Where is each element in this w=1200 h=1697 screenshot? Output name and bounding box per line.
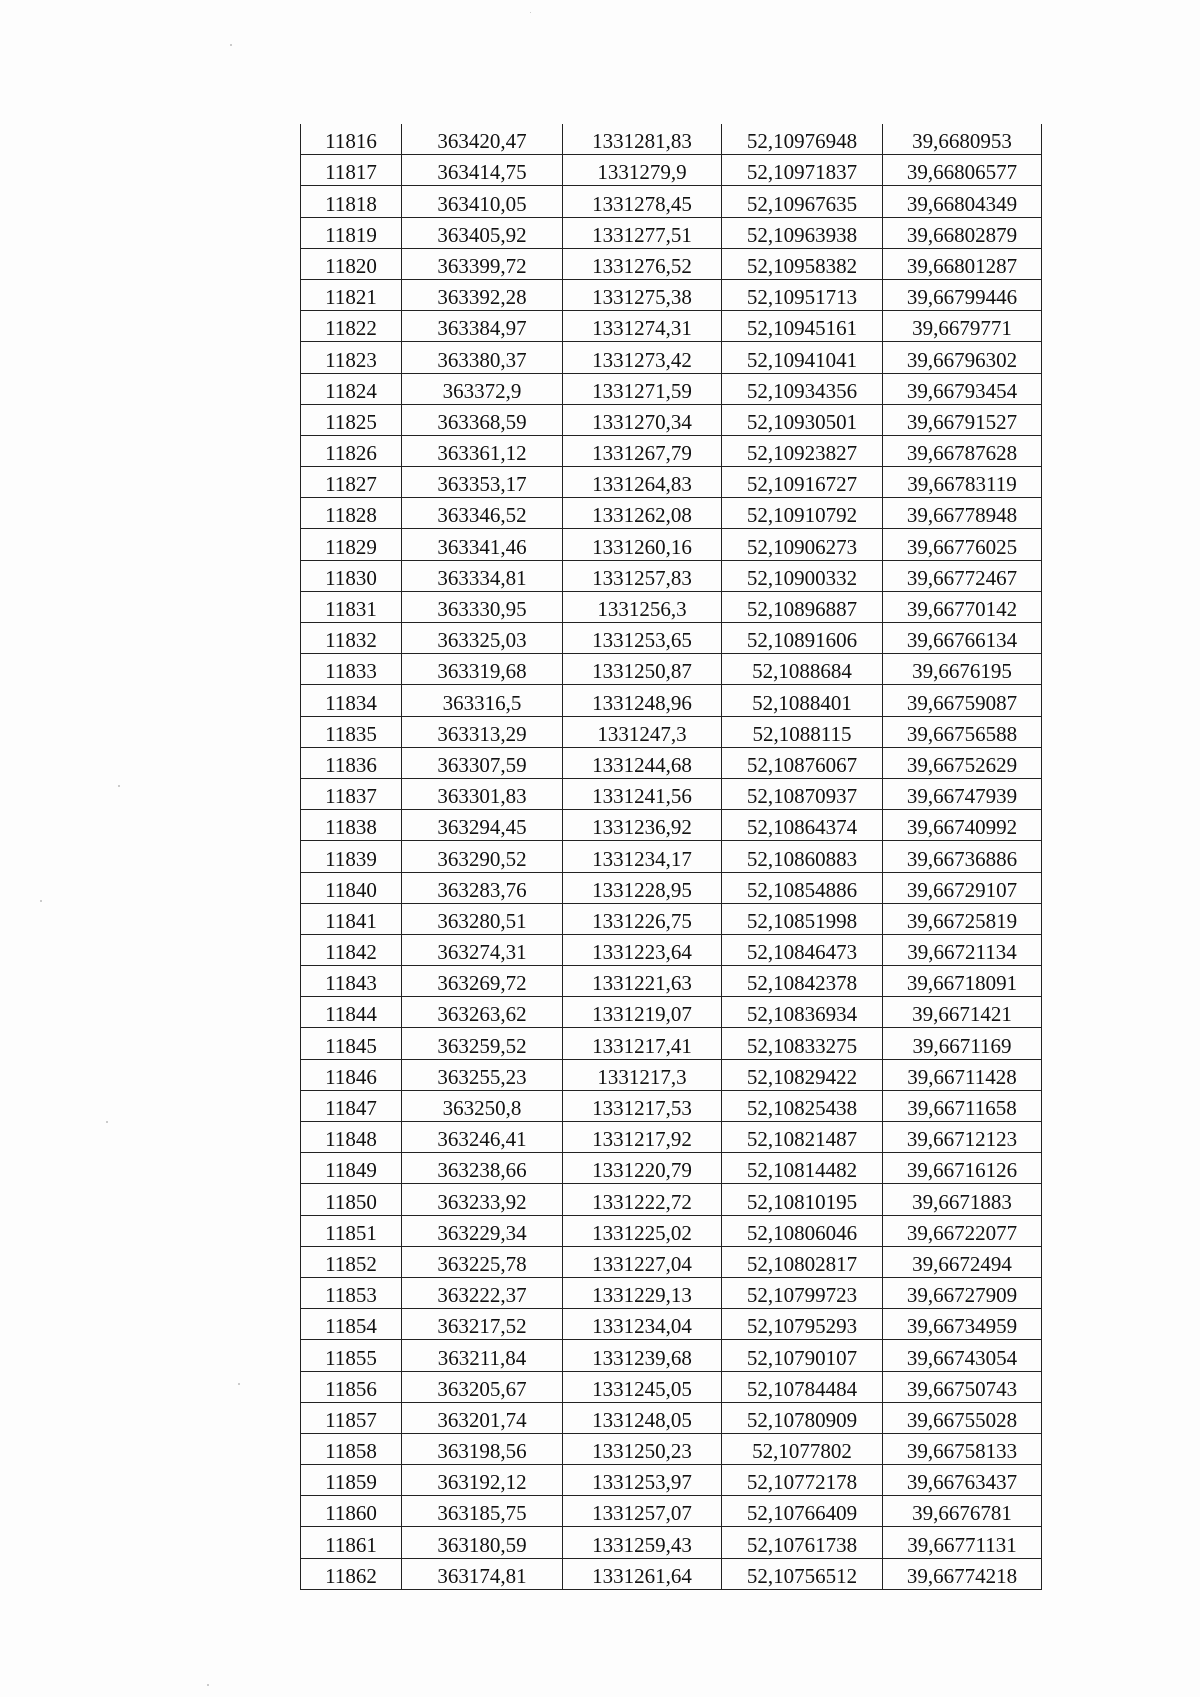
latitude-cell: 52,10836934 xyxy=(722,997,883,1028)
latitude-cell: 52,10756512 xyxy=(722,1558,883,1589)
y-coordinate-cell: 1331253,65 xyxy=(563,623,722,654)
latitude-cell: 52,10761738 xyxy=(722,1527,883,1558)
point-number-cell: 11831 xyxy=(301,591,402,622)
point-number-cell: 11857 xyxy=(301,1402,402,1433)
longitude-cell: 39,6671883 xyxy=(883,1184,1042,1215)
point-number-cell: 11854 xyxy=(301,1309,402,1340)
y-coordinate-cell: 1331223,64 xyxy=(563,934,722,965)
x-coordinate-cell: 363399,72 xyxy=(402,248,563,279)
point-number-cell: 11850 xyxy=(301,1184,402,1215)
longitude-cell: 39,66747939 xyxy=(883,778,1042,809)
y-coordinate-cell: 1331228,95 xyxy=(563,872,722,903)
latitude-cell: 52,10971837 xyxy=(722,155,883,186)
x-coordinate-cell: 363198,56 xyxy=(402,1433,563,1464)
latitude-cell: 52,10870937 xyxy=(722,778,883,809)
x-coordinate-cell: 363420,47 xyxy=(402,124,563,155)
point-number-cell: 11855 xyxy=(301,1340,402,1371)
point-number-cell: 11843 xyxy=(301,966,402,997)
table-row xyxy=(301,997,1042,1028)
y-coordinate-cell: 1331245,05 xyxy=(563,1371,722,1402)
longitude-cell: 39,66791527 xyxy=(883,404,1042,435)
latitude-cell: 52,10784484 xyxy=(722,1371,883,1402)
point-number-cell: 11837 xyxy=(301,778,402,809)
point-number-cell: 11836 xyxy=(301,747,402,778)
x-coordinate-cell: 363319,68 xyxy=(402,654,563,685)
longitude-cell: 39,66799446 xyxy=(883,279,1042,310)
point-number-cell: 11817 xyxy=(301,155,402,186)
latitude-cell: 52,10766409 xyxy=(722,1496,883,1527)
point-number-cell: 11858 xyxy=(301,1433,402,1464)
y-coordinate-cell: 1331244,68 xyxy=(563,747,722,778)
y-coordinate-cell: 1331226,75 xyxy=(563,903,722,934)
x-coordinate-cell: 363246,41 xyxy=(402,1122,563,1153)
point-number-cell: 11861 xyxy=(301,1527,402,1558)
x-coordinate-cell: 363316,5 xyxy=(402,685,563,716)
y-coordinate-cell: 1331248,05 xyxy=(563,1402,722,1433)
latitude-cell: 52,10958382 xyxy=(722,248,883,279)
table-row xyxy=(301,778,1042,809)
latitude-cell: 52,10930501 xyxy=(722,404,883,435)
longitude-cell: 39,66712123 xyxy=(883,1122,1042,1153)
longitude-cell: 39,66776025 xyxy=(883,529,1042,560)
latitude-cell: 52,10896887 xyxy=(722,591,883,622)
latitude-cell: 52,10829422 xyxy=(722,1059,883,1090)
longitude-cell: 39,66783119 xyxy=(883,467,1042,498)
table-row xyxy=(301,560,1042,591)
x-coordinate-cell: 363334,81 xyxy=(402,560,563,591)
latitude-cell: 52,10846473 xyxy=(722,934,883,965)
x-coordinate-cell: 363380,37 xyxy=(402,342,563,373)
longitude-cell: 39,66770142 xyxy=(883,591,1042,622)
scan-speck xyxy=(207,1684,209,1686)
point-number-cell: 11839 xyxy=(301,841,402,872)
y-coordinate-cell: 1331250,87 xyxy=(563,654,722,685)
longitude-cell: 39,66750743 xyxy=(883,1371,1042,1402)
x-coordinate-cell: 363263,62 xyxy=(402,997,563,1028)
latitude-cell: 52,10825438 xyxy=(722,1090,883,1121)
latitude-cell: 52,10821487 xyxy=(722,1122,883,1153)
x-coordinate-cell: 363274,31 xyxy=(402,934,563,965)
latitude-cell: 52,10900332 xyxy=(722,560,883,591)
longitude-cell: 39,66734959 xyxy=(883,1309,1042,1340)
x-coordinate-cell: 363174,81 xyxy=(402,1558,563,1589)
x-coordinate-cell: 363368,59 xyxy=(402,404,563,435)
x-coordinate-cell: 363307,59 xyxy=(402,747,563,778)
x-coordinate-cell: 363269,72 xyxy=(402,966,563,997)
point-number-cell: 11853 xyxy=(301,1277,402,1308)
x-coordinate-cell: 363410,05 xyxy=(402,186,563,217)
table-row xyxy=(301,810,1042,841)
table-row xyxy=(301,934,1042,965)
y-coordinate-cell: 1331257,07 xyxy=(563,1496,722,1527)
x-coordinate-cell: 363222,37 xyxy=(402,1277,563,1308)
table-row xyxy=(301,1153,1042,1184)
table-row xyxy=(301,435,1042,466)
table-row xyxy=(301,1527,1042,1558)
y-coordinate-cell: 1331227,04 xyxy=(563,1246,722,1277)
y-coordinate-cell: 1331271,59 xyxy=(563,373,722,404)
y-coordinate-cell: 1331262,08 xyxy=(563,498,722,529)
table-row xyxy=(301,248,1042,279)
point-number-cell: 11848 xyxy=(301,1122,402,1153)
longitude-cell: 39,66718091 xyxy=(883,966,1042,997)
y-coordinate-cell: 1331257,83 xyxy=(563,560,722,591)
point-number-cell: 11833 xyxy=(301,654,402,685)
table-row xyxy=(301,1371,1042,1402)
point-number-cell: 11828 xyxy=(301,498,402,529)
table-row xyxy=(301,1340,1042,1371)
x-coordinate-cell: 363330,95 xyxy=(402,591,563,622)
longitude-cell: 39,66711428 xyxy=(883,1059,1042,1090)
point-number-cell: 11849 xyxy=(301,1153,402,1184)
point-number-cell: 11826 xyxy=(301,435,402,466)
longitude-cell: 39,66743054 xyxy=(883,1340,1042,1371)
x-coordinate-cell: 363346,52 xyxy=(402,498,563,529)
point-number-cell: 11827 xyxy=(301,467,402,498)
y-coordinate-cell: 1331221,63 xyxy=(563,966,722,997)
table-row xyxy=(301,342,1042,373)
x-coordinate-cell: 363353,17 xyxy=(402,467,563,498)
longitude-cell: 39,66763437 xyxy=(883,1465,1042,1496)
y-coordinate-cell: 1331273,42 xyxy=(563,342,722,373)
table-row xyxy=(301,404,1042,435)
latitude-cell: 52,10810195 xyxy=(722,1184,883,1215)
point-number-cell: 11845 xyxy=(301,1028,402,1059)
latitude-cell: 52,10842378 xyxy=(722,966,883,997)
longitude-cell: 39,66740992 xyxy=(883,810,1042,841)
longitude-cell: 39,6676781 xyxy=(883,1496,1042,1527)
y-coordinate-cell: 1331270,34 xyxy=(563,404,722,435)
table-row xyxy=(301,1215,1042,1246)
longitude-cell: 39,66721134 xyxy=(883,934,1042,965)
x-coordinate-cell: 363361,12 xyxy=(402,435,563,466)
y-coordinate-cell: 1331267,79 xyxy=(563,435,722,466)
point-number-cell: 11821 xyxy=(301,279,402,310)
point-number-cell: 11830 xyxy=(301,560,402,591)
table-row xyxy=(301,1402,1042,1433)
table-row xyxy=(301,841,1042,872)
longitude-cell: 39,66796302 xyxy=(883,342,1042,373)
x-coordinate-cell: 363290,52 xyxy=(402,841,563,872)
table-row xyxy=(301,1028,1042,1059)
latitude-cell: 52,10860883 xyxy=(722,841,883,872)
longitude-cell: 39,66758133 xyxy=(883,1433,1042,1464)
longitude-cell: 39,66774218 xyxy=(883,1558,1042,1589)
x-coordinate-cell: 363280,51 xyxy=(402,903,563,934)
latitude-cell: 52,10814482 xyxy=(722,1153,883,1184)
x-coordinate-cell: 363211,84 xyxy=(402,1340,563,1371)
point-number-cell: 11859 xyxy=(301,1465,402,1496)
latitude-cell: 52,10967635 xyxy=(722,186,883,217)
longitude-cell: 39,66766134 xyxy=(883,623,1042,654)
latitude-cell: 52,1077802 xyxy=(722,1433,883,1464)
table-row xyxy=(301,1246,1042,1277)
y-coordinate-cell: 1331234,17 xyxy=(563,841,722,872)
scan-speck xyxy=(530,12,531,13)
longitude-cell: 39,66711658 xyxy=(883,1090,1042,1121)
coordinates-table-body xyxy=(301,124,1042,1589)
longitude-cell: 39,66729107 xyxy=(883,872,1042,903)
point-number-cell: 11842 xyxy=(301,934,402,965)
longitude-cell: 39,66736886 xyxy=(883,841,1042,872)
table-row xyxy=(301,467,1042,498)
table-row xyxy=(301,155,1042,186)
y-coordinate-cell: 1331256,3 xyxy=(563,591,722,622)
y-coordinate-cell: 1331248,96 xyxy=(563,685,722,716)
latitude-cell: 52,10963938 xyxy=(722,217,883,248)
x-coordinate-cell: 363283,76 xyxy=(402,872,563,903)
x-coordinate-cell: 363201,74 xyxy=(402,1402,563,1433)
longitude-cell: 39,66752629 xyxy=(883,747,1042,778)
y-coordinate-cell: 1331275,38 xyxy=(563,279,722,310)
table-row xyxy=(301,279,1042,310)
longitude-cell: 39,66804349 xyxy=(883,186,1042,217)
latitude-cell: 52,10951713 xyxy=(722,279,883,310)
x-coordinate-cell: 363372,9 xyxy=(402,373,563,404)
point-number-cell: 11860 xyxy=(301,1496,402,1527)
x-coordinate-cell: 363225,78 xyxy=(402,1246,563,1277)
x-coordinate-cell: 363313,29 xyxy=(402,716,563,747)
point-number-cell: 11832 xyxy=(301,623,402,654)
latitude-cell: 52,1088115 xyxy=(722,716,883,747)
point-number-cell: 11840 xyxy=(301,872,402,903)
y-coordinate-cell: 1331259,43 xyxy=(563,1527,722,1558)
x-coordinate-cell: 363217,52 xyxy=(402,1309,563,1340)
longitude-cell: 39,66793454 xyxy=(883,373,1042,404)
y-coordinate-cell: 1331276,52 xyxy=(563,248,722,279)
x-coordinate-cell: 363229,34 xyxy=(402,1215,563,1246)
point-number-cell: 11862 xyxy=(301,1558,402,1589)
x-coordinate-cell: 363301,83 xyxy=(402,778,563,809)
table-row xyxy=(301,1309,1042,1340)
table-row xyxy=(301,311,1042,342)
longitude-cell: 39,66756588 xyxy=(883,716,1042,747)
y-coordinate-cell: 1331279,9 xyxy=(563,155,722,186)
x-coordinate-cell: 363259,52 xyxy=(402,1028,563,1059)
x-coordinate-cell: 363205,67 xyxy=(402,1371,563,1402)
table-row xyxy=(301,1277,1042,1308)
point-number-cell: 11822 xyxy=(301,311,402,342)
y-coordinate-cell: 1331222,72 xyxy=(563,1184,722,1215)
longitude-cell: 39,66727909 xyxy=(883,1277,1042,1308)
point-number-cell: 11841 xyxy=(301,903,402,934)
y-coordinate-cell: 1331260,16 xyxy=(563,529,722,560)
y-coordinate-cell: 1331220,79 xyxy=(563,1153,722,1184)
y-coordinate-cell: 1331261,64 xyxy=(563,1558,722,1589)
table-row xyxy=(301,529,1042,560)
scan-speck xyxy=(118,785,120,787)
y-coordinate-cell: 1331253,97 xyxy=(563,1465,722,1496)
point-number-cell: 11835 xyxy=(301,716,402,747)
longitude-cell: 39,66772467 xyxy=(883,560,1042,591)
latitude-cell: 52,10851998 xyxy=(722,903,883,934)
latitude-cell: 52,10876067 xyxy=(722,747,883,778)
y-coordinate-cell: 1331277,51 xyxy=(563,217,722,248)
y-coordinate-cell: 1331247,3 xyxy=(563,716,722,747)
table-row xyxy=(301,716,1042,747)
latitude-cell: 52,10802817 xyxy=(722,1246,883,1277)
table-row xyxy=(301,747,1042,778)
x-coordinate-cell: 363294,45 xyxy=(402,810,563,841)
point-number-cell: 11818 xyxy=(301,186,402,217)
point-number-cell: 11823 xyxy=(301,342,402,373)
table-row xyxy=(301,1184,1042,1215)
latitude-cell: 52,10891606 xyxy=(722,623,883,654)
latitude-cell: 52,10806046 xyxy=(722,1215,883,1246)
latitude-cell: 52,10941041 xyxy=(722,342,883,373)
table-row xyxy=(301,373,1042,404)
table-row xyxy=(301,186,1042,217)
table-row xyxy=(301,1496,1042,1527)
table-row xyxy=(301,1059,1042,1090)
table-row xyxy=(301,623,1042,654)
longitude-cell: 39,66778948 xyxy=(883,498,1042,529)
x-coordinate-cell: 363414,75 xyxy=(402,155,563,186)
x-coordinate-cell: 363238,66 xyxy=(402,1153,563,1184)
table-row xyxy=(301,654,1042,685)
scan-speck xyxy=(238,1383,240,1385)
point-number-cell: 11838 xyxy=(301,810,402,841)
table-row xyxy=(301,966,1042,997)
table-row xyxy=(301,124,1042,155)
y-coordinate-cell: 1331278,45 xyxy=(563,186,722,217)
y-coordinate-cell: 1331217,53 xyxy=(563,1090,722,1121)
table-row xyxy=(301,1558,1042,1589)
y-coordinate-cell: 1331217,3 xyxy=(563,1059,722,1090)
y-coordinate-cell: 1331234,04 xyxy=(563,1309,722,1340)
y-coordinate-cell: 1331281,83 xyxy=(563,124,722,155)
point-number-cell: 11829 xyxy=(301,529,402,560)
y-coordinate-cell: 1331250,23 xyxy=(563,1433,722,1464)
longitude-cell: 39,6672494 xyxy=(883,1246,1042,1277)
x-coordinate-cell: 363192,12 xyxy=(402,1465,563,1496)
y-coordinate-cell: 1331264,83 xyxy=(563,467,722,498)
table-row xyxy=(301,685,1042,716)
point-number-cell: 11856 xyxy=(301,1371,402,1402)
table-row xyxy=(301,872,1042,903)
y-coordinate-cell: 1331229,13 xyxy=(563,1277,722,1308)
point-number-cell: 11816 xyxy=(301,124,402,155)
x-coordinate-cell: 363185,75 xyxy=(402,1496,563,1527)
latitude-cell: 52,10795293 xyxy=(722,1309,883,1340)
x-coordinate-cell: 363233,92 xyxy=(402,1184,563,1215)
table-row xyxy=(301,591,1042,622)
longitude-cell: 39,66725819 xyxy=(883,903,1042,934)
table-row xyxy=(301,903,1042,934)
latitude-cell: 52,10976948 xyxy=(722,124,883,155)
latitude-cell: 52,10864374 xyxy=(722,810,883,841)
latitude-cell: 52,10916727 xyxy=(722,467,883,498)
point-number-cell: 11846 xyxy=(301,1059,402,1090)
point-number-cell: 11852 xyxy=(301,1246,402,1277)
latitude-cell: 52,10934356 xyxy=(722,373,883,404)
x-coordinate-cell: 363250,8 xyxy=(402,1090,563,1121)
table-row xyxy=(301,1433,1042,1464)
point-number-cell: 11825 xyxy=(301,404,402,435)
x-coordinate-cell: 363405,92 xyxy=(402,217,563,248)
longitude-cell: 39,6680953 xyxy=(883,124,1042,155)
longitude-cell: 39,6679771 xyxy=(883,311,1042,342)
longitude-cell: 39,6676195 xyxy=(883,654,1042,685)
x-coordinate-cell: 363384,97 xyxy=(402,311,563,342)
scan-speck xyxy=(40,900,42,902)
y-coordinate-cell: 1331217,41 xyxy=(563,1028,722,1059)
latitude-cell: 52,10790107 xyxy=(722,1340,883,1371)
longitude-cell: 39,66787628 xyxy=(883,435,1042,466)
scan-speck xyxy=(230,44,232,46)
point-number-cell: 11844 xyxy=(301,997,402,1028)
longitude-cell: 39,66759087 xyxy=(883,685,1042,716)
longitude-cell: 39,66722077 xyxy=(883,1215,1042,1246)
point-number-cell: 11847 xyxy=(301,1090,402,1121)
latitude-cell: 52,10799723 xyxy=(722,1277,883,1308)
y-coordinate-cell: 1331274,31 xyxy=(563,311,722,342)
x-coordinate-cell: 363255,23 xyxy=(402,1059,563,1090)
x-coordinate-cell: 363341,46 xyxy=(402,529,563,560)
latitude-cell: 52,10923827 xyxy=(722,435,883,466)
y-coordinate-cell: 1331239,68 xyxy=(563,1340,722,1371)
x-coordinate-cell: 363392,28 xyxy=(402,279,563,310)
scan-speck xyxy=(106,1121,108,1123)
y-coordinate-cell: 1331236,92 xyxy=(563,810,722,841)
y-coordinate-cell: 1331219,07 xyxy=(563,997,722,1028)
table-row xyxy=(301,498,1042,529)
table-row xyxy=(301,1122,1042,1153)
longitude-cell: 39,66771131 xyxy=(883,1527,1042,1558)
latitude-cell: 52,10780909 xyxy=(722,1402,883,1433)
y-coordinate-cell: 1331217,92 xyxy=(563,1122,722,1153)
latitude-cell: 52,10854886 xyxy=(722,872,883,903)
longitude-cell: 39,66806577 xyxy=(883,155,1042,186)
point-number-cell: 11851 xyxy=(301,1215,402,1246)
coordinates-table xyxy=(300,124,1042,1590)
table-row xyxy=(301,1090,1042,1121)
latitude-cell: 52,1088684 xyxy=(722,654,883,685)
latitude-cell: 52,10910792 xyxy=(722,498,883,529)
latitude-cell: 52,10906273 xyxy=(722,529,883,560)
longitude-cell: 39,6671169 xyxy=(883,1028,1042,1059)
point-number-cell: 11820 xyxy=(301,248,402,279)
table-row xyxy=(301,217,1042,248)
longitude-cell: 39,66802879 xyxy=(883,217,1042,248)
longitude-cell: 39,66755028 xyxy=(883,1402,1042,1433)
longitude-cell: 39,6671421 xyxy=(883,997,1042,1028)
table-row xyxy=(301,1465,1042,1496)
point-number-cell: 11824 xyxy=(301,373,402,404)
point-number-cell: 11819 xyxy=(301,217,402,248)
x-coordinate-cell: 363325,03 xyxy=(402,623,563,654)
longitude-cell: 39,66716126 xyxy=(883,1153,1042,1184)
longitude-cell: 39,66801287 xyxy=(883,248,1042,279)
latitude-cell: 52,1088401 xyxy=(722,685,883,716)
x-coordinate-cell: 363180,59 xyxy=(402,1527,563,1558)
y-coordinate-cell: 1331225,02 xyxy=(563,1215,722,1246)
y-coordinate-cell: 1331241,56 xyxy=(563,778,722,809)
point-number-cell: 11834 xyxy=(301,685,402,716)
latitude-cell: 52,10772178 xyxy=(722,1465,883,1496)
latitude-cell: 52,10945161 xyxy=(722,311,883,342)
latitude-cell: 52,10833275 xyxy=(722,1028,883,1059)
